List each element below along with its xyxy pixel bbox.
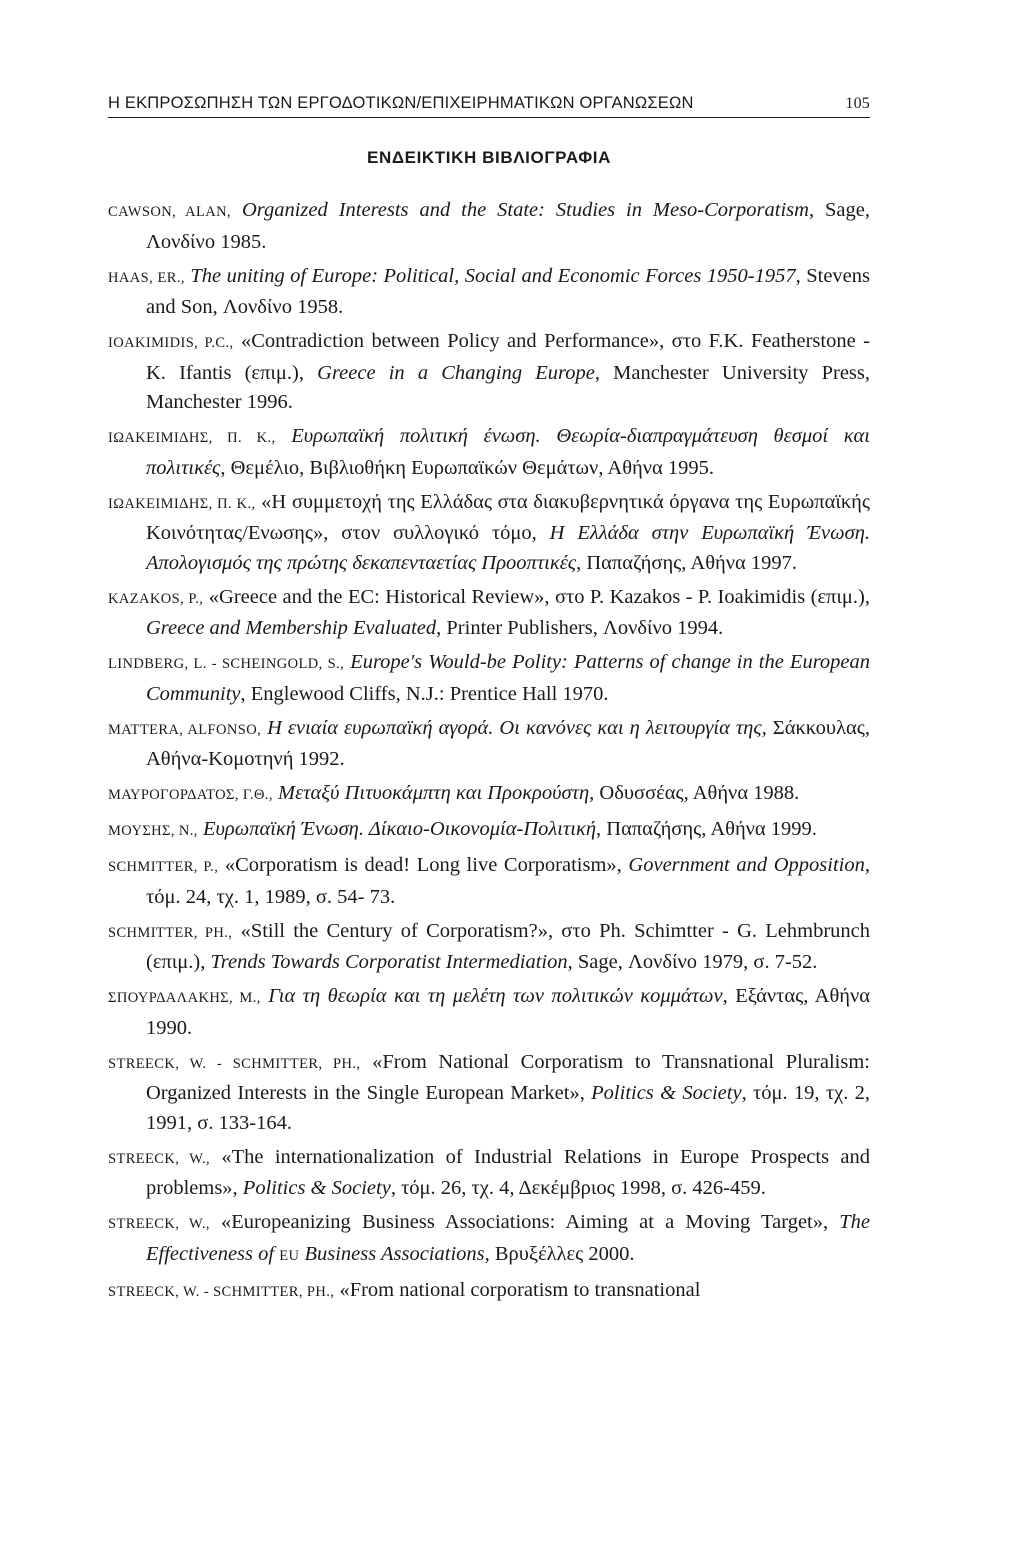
entry-title: Greece and Membership Evaluated — [146, 617, 437, 639]
entry-title: Η Ελλάδα στην Ευρωπαϊκή Ένωση. Απολογισμός της πρώτης δεκαπενταετίας Προοπτικές — [146, 522, 870, 574]
entry-author: ΜΑΥΡΟΓΟΡΔΑΤΟΣ, Γ.Θ., — [108, 787, 273, 803]
bibliography-entry — [108, 1276, 870, 1308]
bibliography-entry — [108, 1208, 870, 1271]
entry-text: «Η συμμετοχή της Ελλάδας στα διακυβερνητικά όργανα της Ευρωπαϊκής Κοινότητας/Ενωσης», στον συλλογικό τόμο, — [146, 490, 871, 544]
entry-text: «The internationalization of Industrial Relations in Europe Prospects and problems», — [146, 1145, 871, 1199]
entry-title: Greece in a Changing Europe — [317, 361, 595, 384]
entry-text: , Εξάντας, Αθήνα 1990. — [146, 985, 871, 1039]
entry-author: KAZAKOS, P., — [108, 590, 204, 607]
entry-author: STREECK, W. - SCHMITTER, PH., — [108, 1283, 335, 1300]
entry-text: , Printer Publishers, Λονδίνο 1994. — [436, 617, 724, 639]
entry-text: , Englewood Cliffs, N.J.: Prentice Hall 1970. — [240, 682, 609, 705]
entry-title: The uniting of Europe: Political, Social and Economic Forces 1950-1957 — [190, 264, 796, 287]
bibliography-entry — [108, 779, 870, 811]
bibliography-entry — [108, 422, 870, 483]
entry-author: STREECK, W., — [108, 1216, 210, 1232]
entry-title: Government and Opposition — [628, 854, 865, 876]
bibliography-entry — [108, 1048, 870, 1139]
entry-text: , Sage, Λονδίνο 1985. — [146, 199, 870, 253]
entry-text — [231, 199, 242, 221]
entry-title: Politics & Society — [591, 1082, 742, 1104]
entry-text: «Still the Century of Corporatism?», στο Ph. Schimtter - G. Lehmbrunch (επιμ.), — [146, 919, 870, 973]
entry-text: , Manchester University Press, Manchester 1996. — [146, 361, 871, 413]
entry-text — [276, 425, 292, 447]
bibliography-entry — [108, 648, 870, 709]
entry-title: Ευρωπαϊκή Ένωση. Δίκαιο-Οικονομία-Πολιτική — [202, 818, 597, 840]
entry-title: The Effectiveness of — [146, 1211, 871, 1265]
entry-author: CAWSON, ALAN, — [108, 204, 232, 220]
entry-text: , Βρυξέλλες 2000. — [484, 1242, 635, 1265]
entry-title: Politics & Society — [242, 1177, 391, 1199]
entry-author: ΜΟΥΣΗΣ, Ν., — [108, 823, 198, 839]
entry-title: Ευρωπαϊκή πολιτική ένωση. Θεωρία-διαπραγμάτευση θεσμοί και πολιτικές — [146, 425, 871, 479]
bibliography-entry — [108, 583, 870, 644]
entry-text: «Europeanizing Business Associations: Aiming at a Moving Target», — [209, 1211, 840, 1233]
bibliography-entry — [108, 1143, 870, 1204]
entry-author: STREECK, W., — [108, 1150, 211, 1167]
entry-author: LINDBERG, L. - SCHEINGOLD, S., — [108, 656, 345, 672]
entry-text: , τόμ. 26, τχ. 4, Δεκέμβριος 1998, σ. 426-459. — [390, 1177, 766, 1199]
bibliography-entry — [108, 982, 870, 1043]
entry-text: «From national corporatism to transnational — [334, 1278, 701, 1301]
bibliography-entry — [108, 917, 870, 978]
entry-text: «Greece and the EC: Historical Review», στο P. Kazakos - P. Ioakimidis (επιμ.), — [203, 585, 870, 608]
entry-text: «Corporatism is dead! Long live Corporatism», — [218, 854, 629, 876]
entry-text: , τόμ. 24, τχ. 1, 1989, σ. 54- 73. — [146, 854, 870, 908]
running-header — [108, 94, 870, 118]
entry-author: ΣΠΟΥΡΔΑΛΑΚΗΣ, Μ., — [108, 990, 261, 1006]
entry-text: , Sage, Λονδίνο 1979, σ. 7-52. — [567, 951, 818, 973]
entry-title: Organized Interests and the State: Studies in Meso-Corporatism — [241, 199, 809, 221]
entry-text: , Παπαζήσης, Αθήνα 1999. — [596, 818, 817, 840]
section-title: ΕΝΔΕΙΚΤΙΚΗ ΒΙΒΛΙΟΓΡΑΦΙΑ — [367, 148, 611, 167]
entry-text: , Οδυσσέας, Αθήνα 1988. — [589, 782, 800, 804]
entry-author: SCHMITTER, P., — [108, 859, 219, 875]
entry-author: ΙΩΑΚΕΙΜΙΔΗΣ, Π. Κ., — [108, 495, 256, 512]
bibliography-entry — [108, 262, 870, 323]
bibliography-entry — [108, 488, 870, 579]
entry-text: , Θεμέλιο, Βιβλιοθήκη Ευρωπαϊκών Θεμάτων, Αθήνα 1995. — [220, 456, 715, 479]
entry-text: , τόμ. 19, τχ. 2, 1991, σ. 133-164. — [146, 1082, 871, 1134]
entry-author: SCHMITTER, PH., — [108, 924, 233, 941]
entry-title: Europe's Would-be Polity: Patterns of change in the European Community — [146, 651, 871, 705]
bibliography-entry — [108, 851, 870, 912]
entry-title: Business Associations — [299, 1242, 485, 1265]
entry-text: , Παπαζήσης, Αθήνα 1997. — [576, 551, 798, 574]
bibliography-entry — [108, 327, 870, 418]
entry-text: , Stevens and Son, Λονδίνο 1958. — [146, 264, 871, 318]
entry-text: , Σάκκουλας, Αθήνα-Κομοτηνή 1992. — [146, 716, 871, 770]
entry-author: STREECK, W. - SCHMITTER, PH., — [108, 1055, 361, 1072]
entry-text: «From National Corporatism to Transnational Pluralism: Organized Interests in the Single European Market», — [146, 1050, 870, 1104]
bibliography-list — [108, 196, 870, 1307]
bibliography-entry — [108, 815, 870, 847]
bibliography-entry — [108, 196, 870, 257]
page-number: 105 — [845, 95, 870, 112]
entry-text: EU — [279, 1247, 300, 1264]
entry-author: ΙΩΑΚΕΙΜΙΔΗΣ, Π. Κ., — [108, 430, 276, 446]
entry-text: «Contradiction between Policy and Performance», στο F.K. Featherstone - K. Ifantis (επιμ.), — [146, 330, 870, 384]
book-page — [108, 94, 870, 1312]
entry-author: MATTERA, ALFONSO, — [108, 721, 262, 738]
entry-title: Trends Towards Corporatist Intermediation — [210, 951, 568, 973]
entry-author: HAAS, ER., — [108, 269, 185, 286]
running-title: Η ΕΚΠΡΟΣΩΠΗΣΗ ΤΩΝ ΕΡΓΟΔΟΤΙΚΩΝ/ΕΠΙΧΕΙΡΗΜΑΤΙΚΩΝ ΟΡΓΑΝΩΣΕΩΝ — [108, 94, 694, 112]
bibliography-entry — [108, 714, 870, 775]
entry-title: Μεταξύ Πιτυοκάμπτη και Προκρούστη — [278, 782, 590, 804]
entry-author: IOAKIMIDIS, P.C., — [108, 335, 234, 351]
entry-title: Η ενιαία ευρωπαϊκή αγορά. Οι κανόνες και η λειτουργία της — [267, 716, 762, 739]
entry-title: Για τη θεωρία και τη μελέτη των πολιτικών κομμάτων — [268, 985, 723, 1007]
